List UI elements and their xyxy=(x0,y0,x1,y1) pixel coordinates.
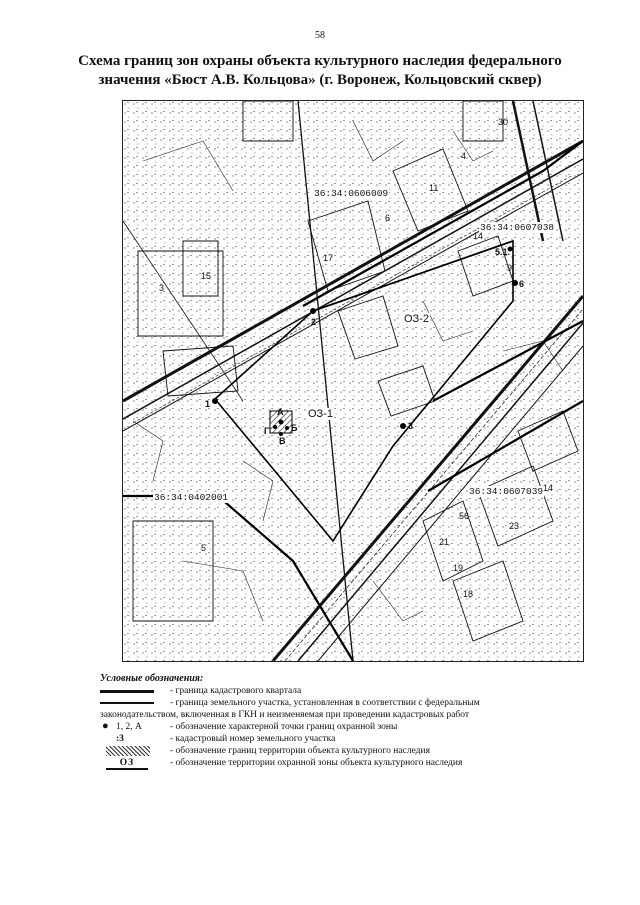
parcel-number-symbol xyxy=(100,733,168,745)
point-label-2: 2 xyxy=(311,317,317,327)
legend-text: - граница кадастрового квартала xyxy=(170,686,302,696)
parcel-number: 5 xyxy=(201,543,207,553)
parcel-number: 15 xyxy=(201,271,212,281)
cadastral-label-0606009: 36:34:0606009 xyxy=(314,188,389,199)
parcel-number: 23 xyxy=(509,521,520,531)
point-symbol: ● 1, 2, А xyxy=(102,720,142,732)
legend-row-parcel-number xyxy=(100,733,620,745)
title-line-1: Схема границ зон охраны объекта культурного наследия федерального xyxy=(78,53,562,69)
legend-title: Условные обозначения: xyxy=(100,673,204,684)
point-label-6: 6 xyxy=(519,279,525,289)
zone-label-oz1: ОЗ-1 xyxy=(308,408,333,420)
parcel-number-symbol-text: :3 xyxy=(116,734,124,744)
point-label-v: В xyxy=(279,436,286,446)
point-label-b: Б xyxy=(291,423,298,433)
parcel-number: 9 xyxy=(507,263,513,273)
cadastral-label-0607039: 36:34:0607039 xyxy=(469,486,544,497)
parcel-number: 14 xyxy=(473,231,484,241)
title-line-2: значения «Бюст А.В. Кольцова» (г. Воронеж, Кольцовский сквер) xyxy=(98,72,542,88)
map-background xyxy=(123,101,583,661)
legend-row-heritage-territory xyxy=(100,745,620,757)
legend-row-protection-zone xyxy=(100,757,620,769)
legend-row-points xyxy=(100,721,620,733)
cadastral-label-0402001: 36:34:0402001 xyxy=(154,492,229,503)
point-label-5-1: 5.1. xyxy=(495,247,511,257)
point-symbol-text: 1, 2, А xyxy=(116,722,142,732)
legend-text: - граница земельного участка, установленная в соответствии с федеральным xyxy=(170,698,480,708)
hatch-symbol xyxy=(100,745,168,757)
parcel-number: 21 xyxy=(439,537,450,547)
protection-zone-symbol xyxy=(100,757,168,769)
map-legend xyxy=(100,673,620,769)
parcel-number: 11 xyxy=(429,183,439,193)
map-drawing xyxy=(123,101,583,661)
zone-label-oz2: ОЗ-2 xyxy=(404,313,429,325)
legend-row-quarter xyxy=(100,685,620,697)
parcel-number: 30 xyxy=(498,117,509,127)
legend-text: - обозначение границ территории объекта культурного наследия xyxy=(170,746,430,756)
page-number: 58 xyxy=(315,30,325,41)
parcel-number: 18 xyxy=(463,589,474,599)
parcel-number: 3 xyxy=(159,283,165,293)
parcel-boundary-symbol xyxy=(100,697,168,709)
point-label-g: Г xyxy=(264,426,270,436)
legend-text: - кадастровый номер земельного участка xyxy=(170,734,336,744)
legend-row-parcel xyxy=(100,697,620,721)
point-label-1: 1 xyxy=(205,399,211,409)
protection-zone-symbol-text: ОЗ xyxy=(106,757,148,770)
parcel-number: 4 xyxy=(461,151,467,161)
parcel-number: 17 xyxy=(323,253,334,263)
parcel-number: 14 xyxy=(543,483,554,493)
legend-text: - обозначение характерной точки границ охранной зоны xyxy=(170,722,398,732)
point-label-a: А xyxy=(277,407,284,417)
page-title xyxy=(60,52,580,90)
cadastral-map xyxy=(122,100,584,662)
cadastral-label-0607038: 36:34:0607038 xyxy=(480,222,555,233)
parcel-number: 19 xyxy=(453,563,464,573)
quarter-boundary-symbol xyxy=(100,685,168,697)
parcel-number: 6 xyxy=(385,213,391,223)
point-label-3: 3 xyxy=(408,421,414,431)
legend-text-continuation: законодательством, включенная в ГКН и неизменяемая при проведении кадастровых работ xyxy=(100,710,470,720)
legend-text: - обозначение территории охранной зоны объекта культурного наследия xyxy=(170,758,463,768)
parcel-number: 56 xyxy=(459,511,470,521)
